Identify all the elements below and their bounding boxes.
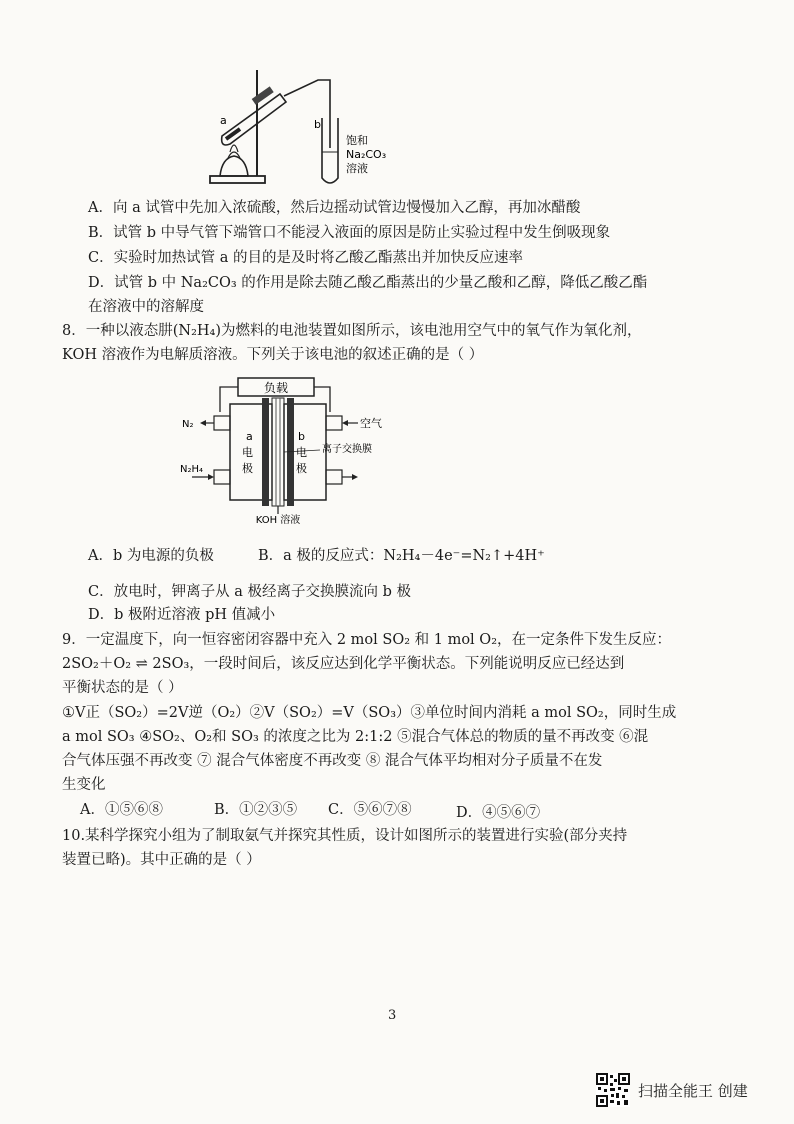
electrode-b-1: b [298, 430, 305, 443]
q9-option-b: B．①②③⑤ [214, 802, 298, 818]
scanner-footer [596, 1073, 748, 1107]
q8-option-a: A．b 为电源的负极 [88, 548, 214, 564]
footer-text: 扫描全能王 创建 [638, 1081, 748, 1100]
q9-option-a: A．①⑤⑥⑧ [80, 802, 163, 818]
electrode-b-3: 极 [296, 462, 307, 475]
koh-label: KOH 溶液 [255, 515, 301, 524]
q10-stem-line-2: 装置已略)。其中正确的是（ ） [62, 852, 261, 868]
air-label: 空气 [360, 417, 382, 430]
q8-option-b: B．a 极的反应式：N₂H₄－4e⁻=N₂↑+4H⁺ [258, 548, 545, 564]
q9-conditions-line-2: a mol SO₃ ④SO₂、O₂和 SO₃ 的浓度之比为 2:1:2 ⑤混合气体总的物质的量不再改变 ⑥混 [62, 729, 649, 745]
q9-option-c: C．⑤⑥⑦⑧ [328, 802, 412, 818]
membrane-label: 离子交换膜 [322, 444, 372, 455]
q9-option-d: D．④⑤⑥⑦ [456, 805, 541, 821]
n2-label: N₂ [182, 419, 194, 430]
q7-option-c: C．实验时加热试管 a 的目的是及时将乙酸乙酯蒸出并加快反应速率 [88, 250, 523, 266]
solution-label-3: 溶液 [346, 162, 368, 175]
qr-code-icon [596, 1073, 630, 1107]
fuel-cell-figure [180, 372, 400, 524]
electrode-a-2: 电 [242, 446, 253, 459]
ester-apparatus-figure [200, 66, 390, 190]
q9-stem-line-1: 9．一定温度下，向一恒容密闭容器中充入 2 mol SO₂ 和 1 mol O₂，在一定条件下发生反应： [62, 632, 672, 648]
q8-option-d: D．b 极附近溶液 pH 值减小 [88, 607, 276, 623]
q9-conditions-line-4: 生变化 [62, 777, 106, 793]
q9-conditions-line-3: 合气体压强不再改变 ⑦ 混合气体密度不再改变 ⑧ 混合气体平均相对分子质量不在发 [62, 753, 603, 769]
solution-label-2: Na₂CO₃ [346, 148, 387, 161]
label-a: a [220, 114, 227, 127]
q10-stem-line-1: 10.某科学探究小组为了制取氨气并探究其性质，设计如图所示的装置进行实验(部分夹持 [62, 828, 628, 844]
q9-stem-line-2: 2SO₂＋O₂ ⇌ 2SO₃，一段时间后，该反应达到化学平衡状态。下列能说明反应已经达到 [62, 656, 625, 672]
load-label: 负载 [263, 381, 289, 395]
q7-option-d-cont: 在溶液中的溶解度 [88, 299, 204, 315]
q7-option-b: B．试管 b 中导气管下端管口不能浸入液面的原因是防止实验过程中发生倒吸现象 [88, 225, 611, 241]
q8-stem-line-1: 8．一种以液态肼(N₂H₄)为燃料的电池装置如图所示，该电池用空气中的氧气作为氧化剂， [62, 323, 642, 339]
q8-option-c: C．放电时，钾离子从 a 极经离子交换膜流向 b 极 [88, 584, 411, 600]
q8-stem-line-2: KOH 溶液作为电解质溶液。下列关于该电池的叙述正确的是（ ） [62, 347, 484, 363]
q7-option-a: A．向 a 试管中先加入浓硫酸，然后边摇动试管边慢慢加入乙醇，再加冰醋酸 [88, 200, 581, 216]
label-b: b [314, 118, 321, 131]
q9-stem-line-3: 平衡状态的是（ ） [62, 680, 183, 696]
q7-option-d: D．试管 b 中 Na₂CO₃ 的作用是除去随乙酸乙酯蒸出的少量乙酸和乙醇，降低乙酸乙酯 [88, 275, 648, 291]
q9-conditions-line-1: ①V正（SO₂）=2V逆（O₂）②V（SO₂）=V（SO₃）③单位时间内消耗 a mol SO₂，同时生成 [62, 705, 677, 721]
electrode-a-1: a [246, 430, 253, 443]
solution-label-1: 饱和 [346, 134, 368, 147]
n2h4-label: N₂H₄ [180, 464, 204, 475]
electrode-b-2: 电 [296, 446, 307, 459]
electrode-a-3: 极 [242, 462, 253, 475]
page-number: 3 [388, 1008, 397, 1023]
